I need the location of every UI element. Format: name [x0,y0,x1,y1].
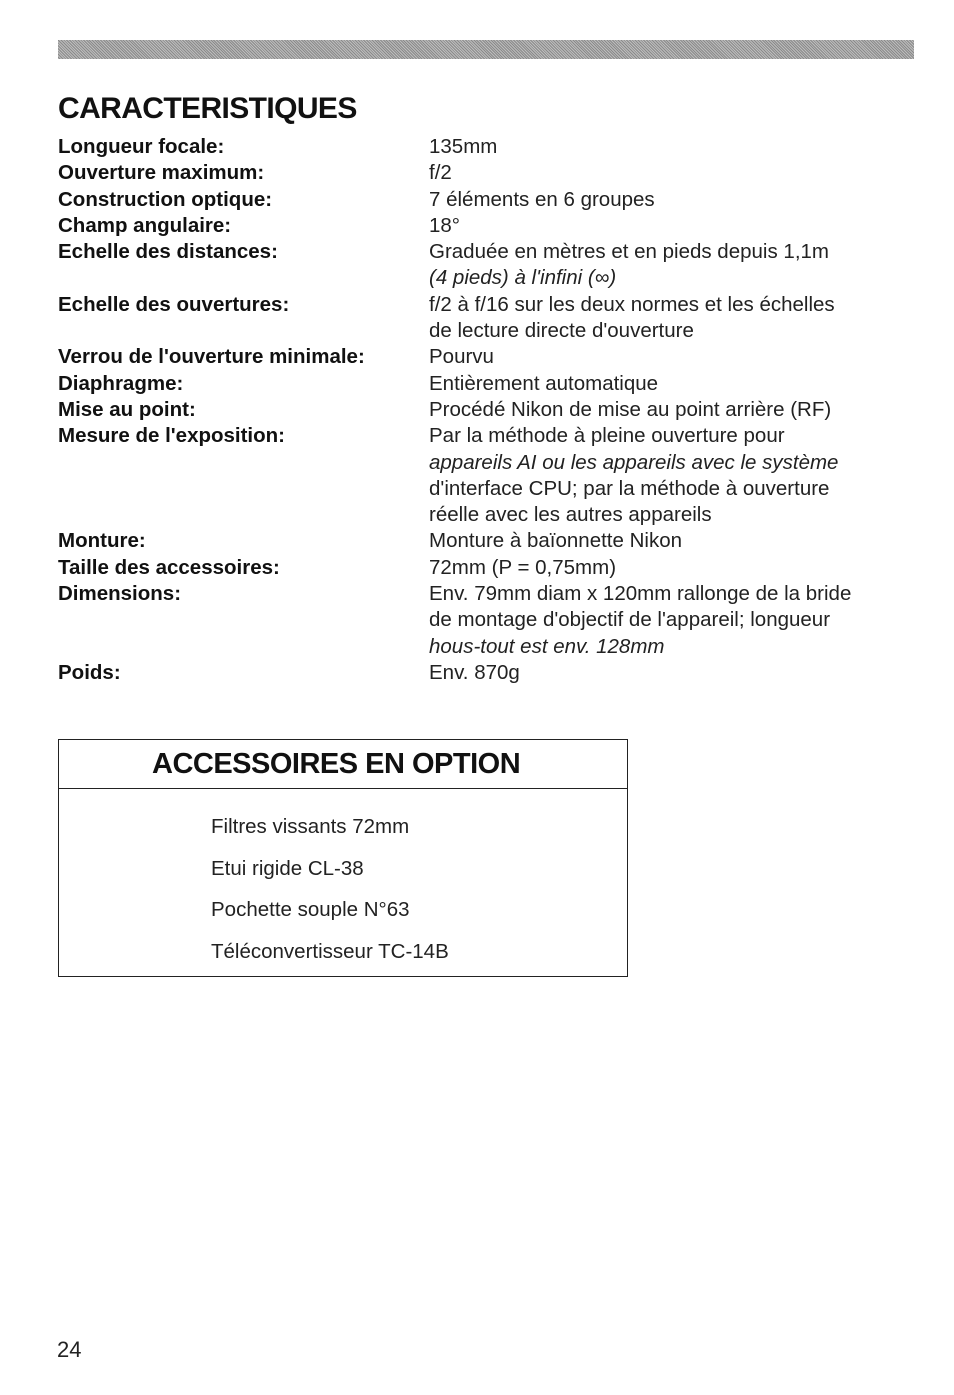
spec-value-line: de lecture directe d'ouverture [429,319,694,343]
spec-label: Poids: [58,660,121,684]
section-title: CARACTERISTIQUES [58,92,357,125]
spec-row-weight [58,660,918,686]
spec-label: Construction optique: [58,187,273,211]
spec-row-diaphragm [58,371,918,397]
spec-label: Echelle des distances: [58,240,278,264]
spec-value-line: (4 pieds) à l'infini (∞) [429,266,617,290]
spec-value-line: f/2 à f/16 sur les deux normes et les échelles [429,292,835,316]
spec-value-line: réelle avec les autres appareils [429,503,712,527]
spec-label: Taille des accessoires: [58,555,280,579]
spec-row-angle-of-view [58,213,918,239]
spec-row-max-aperture [58,160,918,186]
optional-accessories-box [58,739,628,977]
spec-value-line: 135mm [429,135,498,158]
spec-label: Dimensions: [58,582,182,606]
accessories-header [59,740,627,789]
spec-value [429,555,918,581]
spec-value-line: f/2 [429,161,452,185]
spec-row-focal-length [58,134,918,160]
spec-value-line: Env. 79mm diam x 120mm rallonge de la bride [429,582,852,606]
spec-label: Monture: [58,529,146,553]
spec-label: Verrou de l'ouverture minimale: [58,345,365,369]
spec-value-line: d'interface CPU; par la méthode à ouverture [429,476,830,500]
spec-value [429,528,918,554]
spec-value-line: 72mm (P = 0,75mm) [429,555,617,579]
spec-value-line: Pourvu [429,345,494,369]
list-item: Pochette souple N°63 [211,898,410,921]
header-pattern-bar [58,40,914,59]
spec-label: Champ angulaire: [58,213,232,237]
spec-value [429,581,918,660]
spec-label: Ouverture maximum: [58,161,265,185]
list-item: Téléconvertisseur TC-14B [211,939,449,963]
spec-row-dimensions [58,581,918,660]
spec-value-line: Graduée en mètres et en pieds depuis 1,1m [429,240,829,264]
spec-row-optical-construction [58,187,918,213]
spec-label: Echelle des ouvertures: [58,292,290,316]
page-number: 24 [57,1337,82,1362]
spec-label: Longueur focale: [58,135,225,158]
spec-value [429,160,918,186]
spec-value [429,239,918,292]
spec-value [429,344,918,370]
spec-row-exposure-metering [58,423,918,528]
specifications-table [58,134,918,686]
spec-row-distance-scale [58,239,918,292]
spec-row-aperture-scale [58,292,918,345]
spec-value-line: 18° [429,213,461,237]
spec-value [429,213,918,239]
spec-value-line: de montage d'objectif de l'appareil; longueur [429,608,831,632]
spec-label: Diaphragme: [58,371,184,395]
accessories-title: ACCESSOIRES EN OPTION [152,748,521,780]
spec-value [429,134,918,160]
spec-value [429,660,918,686]
spec-value-line: Procédé Nikon de mise au point arrière (RF) [429,397,832,421]
spec-value-line: hous-tout est env. 128mm [429,634,665,658]
spec-value-line: appareils AI ou les appareils avec le système [429,450,839,474]
spec-value [429,187,918,213]
spec-value [429,423,918,528]
spec-value [429,397,918,423]
spec-label: Mise au point: [58,397,196,421]
spec-value-line: 7 éléments en 6 groupes [429,187,655,211]
spec-value-line: Par la méthode à pleine ouverture pour [429,424,785,448]
spec-row-attachment-size [58,555,918,581]
spec-value [429,371,918,397]
spec-value [429,292,918,345]
spec-value-line: Env. 870g [429,660,520,684]
spec-value-line: Entièrement automatique [429,371,659,395]
accessories-list [211,806,449,972]
spec-row-focusing [58,397,918,423]
list-item: Filtres vissants 72mm [211,815,410,838]
list-item: Etui rigide CL-38 [211,856,364,880]
spec-value-line: Monture à baïonnette Nikon [429,529,682,553]
spec-label: Mesure de l'exposition: [58,424,286,448]
spec-row-min-aperture-lock [58,344,918,370]
spec-row-mount [58,528,918,554]
